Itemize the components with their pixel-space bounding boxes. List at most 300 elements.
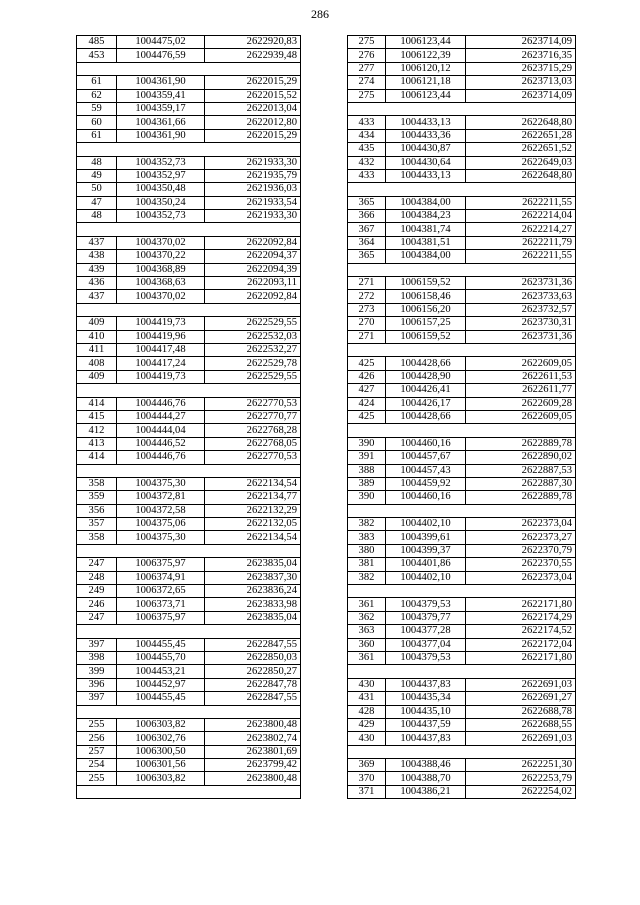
point-number-cell: 369: [348, 759, 386, 772]
table-row: [77, 718, 301, 731]
y-coordinate-cell: 2623837,30: [205, 571, 301, 584]
y-coordinate-cell: 2623715,29: [466, 62, 576, 75]
table-row: [348, 651, 576, 664]
y-coordinate-cell: 2622770,53: [205, 451, 301, 464]
table-row: [77, 491, 301, 504]
table-row: [348, 692, 576, 705]
x-coordinate-cell: 1004388,46: [386, 759, 466, 772]
point-number-cell: 371: [348, 785, 386, 798]
x-coordinate-cell: 1006374,91: [117, 571, 205, 584]
table-row: [77, 169, 301, 182]
blank-cell: [348, 745, 576, 758]
blank-cell: [77, 223, 301, 236]
y-coordinate-cell: 2622253,79: [466, 772, 576, 785]
y-coordinate-cell: 2623800,48: [205, 772, 301, 785]
x-coordinate-cell: 1004361,66: [117, 116, 205, 129]
point-number-cell: 59: [77, 102, 117, 115]
point-number-cell: 411: [77, 343, 117, 356]
table-row: [77, 116, 301, 129]
table-row: [77, 49, 301, 62]
point-number-cell: 410: [77, 330, 117, 343]
table-row: [348, 531, 576, 544]
x-coordinate-cell: 1004452,97: [117, 678, 205, 691]
table-row: [77, 759, 301, 772]
x-coordinate-cell: 1004350,48: [117, 183, 205, 196]
y-coordinate-cell: 2622691,27: [466, 692, 576, 705]
table-row: [348, 210, 576, 223]
y-coordinate-cell: 2622609,05: [466, 410, 576, 423]
table-row: [77, 772, 301, 785]
y-coordinate-cell: 2622939,48: [205, 49, 301, 62]
blank-cell: [77, 384, 301, 397]
table-row: [348, 317, 576, 330]
x-coordinate-cell: 1004426,41: [386, 384, 466, 397]
x-coordinate-cell: 1006157,25: [386, 317, 466, 330]
table-row: [348, 143, 576, 156]
x-coordinate-cell: 1004430,87: [386, 143, 466, 156]
y-coordinate-cell: 2622015,29: [205, 129, 301, 142]
point-number-cell: 409: [77, 317, 117, 330]
y-coordinate-cell: 2622370,79: [466, 544, 576, 557]
y-coordinate-cell: 2622889,78: [466, 437, 576, 450]
x-coordinate-cell: 1006123,44: [386, 89, 466, 102]
x-coordinate-cell: 1006122,39: [386, 49, 466, 62]
point-number-cell: 48: [77, 156, 117, 169]
blank-cell: [348, 263, 576, 276]
point-number-cell: 430: [348, 678, 386, 691]
point-number-cell: 47: [77, 196, 117, 209]
point-number-cell: 433: [348, 116, 386, 129]
separator-row: [348, 183, 576, 196]
x-coordinate-cell: 1006156,20: [386, 303, 466, 316]
table-row: [348, 250, 576, 263]
point-number-cell: 255: [77, 772, 117, 785]
separator-row: [348, 745, 576, 758]
y-coordinate-cell: 2622134,77: [205, 491, 301, 504]
y-coordinate-cell: 2622134,54: [205, 531, 301, 544]
x-coordinate-cell: 1004459,92: [386, 477, 466, 490]
point-number-cell: 437: [77, 290, 117, 303]
blank-cell: [348, 665, 576, 678]
x-coordinate-cell: 1004361,90: [117, 76, 205, 89]
y-coordinate-cell: 2623733,63: [466, 290, 576, 303]
y-coordinate-cell: 2622015,29: [205, 76, 301, 89]
table-row: [348, 169, 576, 182]
point-number-cell: 389: [348, 477, 386, 490]
x-coordinate-cell: 1004372,58: [117, 504, 205, 517]
point-number-cell: 381: [348, 558, 386, 571]
x-coordinate-cell: 1004381,51: [386, 236, 466, 249]
point-number-cell: 424: [348, 397, 386, 410]
point-number-cell: 365: [348, 250, 386, 263]
table-row: [348, 49, 576, 62]
point-number-cell: 430: [348, 732, 386, 745]
y-coordinate-cell: 2622887,30: [466, 477, 576, 490]
x-coordinate-cell: 1004444,27: [117, 410, 205, 423]
point-number-cell: 255: [77, 718, 117, 731]
left-coordinate-table: [76, 35, 300, 799]
table-row: [77, 638, 301, 651]
y-coordinate-cell: 2621935,79: [205, 169, 301, 182]
x-coordinate-cell: 1006375,97: [117, 558, 205, 571]
table-row: [77, 678, 301, 691]
point-number-cell: 428: [348, 705, 386, 718]
separator-row: [77, 625, 301, 638]
separator-row: [348, 504, 576, 517]
x-coordinate-cell: 1004417,48: [117, 343, 205, 356]
point-number-cell: 273: [348, 303, 386, 316]
x-coordinate-cell: 1004361,90: [117, 129, 205, 142]
y-coordinate-cell: 2622890,02: [466, 451, 576, 464]
blank-cell: [348, 504, 576, 517]
table-row: [77, 102, 301, 115]
table-row: [348, 772, 576, 785]
table-row: [77, 370, 301, 383]
x-coordinate-cell: 1004370,02: [117, 236, 205, 249]
y-coordinate-cell: 2622688,78: [466, 705, 576, 718]
y-coordinate-cell: 2622211,55: [466, 250, 576, 263]
point-number-cell: 247: [77, 558, 117, 571]
separator-row: [348, 343, 576, 356]
x-coordinate-cell: 1004428,90: [386, 370, 466, 383]
y-coordinate-cell: 2622529,55: [205, 370, 301, 383]
blank-cell: [77, 303, 301, 316]
point-number-cell: 358: [77, 477, 117, 490]
point-number-cell: 438: [77, 250, 117, 263]
y-coordinate-cell: 2622132,29: [205, 504, 301, 517]
x-coordinate-cell: 1004368,63: [117, 277, 205, 290]
point-number-cell: 390: [348, 437, 386, 450]
table-row: [77, 250, 301, 263]
y-coordinate-cell: 2622691,03: [466, 732, 576, 745]
x-coordinate-cell: 1006300,50: [117, 745, 205, 758]
table-row: [348, 277, 576, 290]
x-coordinate-cell: 1006372,65: [117, 585, 205, 598]
point-number-cell: 257: [77, 745, 117, 758]
blank-cell: [348, 343, 576, 356]
x-coordinate-cell: 1004419,96: [117, 330, 205, 343]
x-coordinate-cell: 1004446,76: [117, 451, 205, 464]
separator-row: [77, 705, 301, 718]
y-coordinate-cell: 2622214,27: [466, 223, 576, 236]
x-coordinate-cell: 1004476,59: [117, 49, 205, 62]
point-number-cell: 432: [348, 156, 386, 169]
x-coordinate-cell: 1004430,64: [386, 156, 466, 169]
table-row: [77, 290, 301, 303]
point-number-cell: 366: [348, 210, 386, 223]
point-number-cell: 365: [348, 196, 386, 209]
point-number-cell: 272: [348, 290, 386, 303]
table-row: [348, 116, 576, 129]
x-coordinate-cell: 1004370,22: [117, 250, 205, 263]
table-row: [77, 357, 301, 370]
y-coordinate-cell: 2622847,55: [205, 638, 301, 651]
separator-row: [77, 303, 301, 316]
table-row: [77, 397, 301, 410]
point-number-cell: 62: [77, 89, 117, 102]
x-coordinate-cell: 1006301,56: [117, 759, 205, 772]
table-row: [348, 410, 576, 423]
table-row: [348, 303, 576, 316]
table-row: [77, 451, 301, 464]
y-coordinate-cell: 2622254,02: [466, 785, 576, 798]
point-number-cell: 61: [77, 129, 117, 142]
y-coordinate-cell: 2622092,84: [205, 290, 301, 303]
separator-row: [77, 785, 301, 798]
x-coordinate-cell: 1004433,36: [386, 129, 466, 142]
y-coordinate-cell: 2622850,27: [205, 665, 301, 678]
table-row: [348, 290, 576, 303]
table-row: [348, 62, 576, 75]
x-coordinate-cell: 1004368,89: [117, 263, 205, 276]
x-coordinate-cell: 1006123,44: [386, 36, 466, 49]
point-number-cell: 358: [77, 531, 117, 544]
x-coordinate-cell: 1004352,73: [117, 156, 205, 169]
table-row: [77, 585, 301, 598]
table-row: [348, 558, 576, 571]
x-coordinate-cell: 1004455,45: [117, 692, 205, 705]
point-number-cell: 370: [348, 772, 386, 785]
point-number-cell: 380: [348, 544, 386, 557]
table-row: [348, 223, 576, 236]
point-number-cell: 362: [348, 611, 386, 624]
table-row: [348, 451, 576, 464]
blank-cell: [348, 585, 576, 598]
table-row: [348, 357, 576, 370]
y-coordinate-cell: 2622648,80: [466, 116, 576, 129]
point-number-cell: 453: [77, 49, 117, 62]
point-number-cell: 425: [348, 357, 386, 370]
separator-row: [348, 102, 576, 115]
table-row: [77, 665, 301, 678]
point-number-cell: 397: [77, 638, 117, 651]
y-coordinate-cell: 2622174,52: [466, 625, 576, 638]
x-coordinate-cell: 1004352,73: [117, 210, 205, 223]
x-coordinate-cell: 1004379,53: [386, 598, 466, 611]
y-coordinate-cell: 2622920,83: [205, 36, 301, 49]
blank-cell: [77, 464, 301, 477]
x-coordinate-cell: 1004379,77: [386, 611, 466, 624]
x-coordinate-cell: 1004350,24: [117, 196, 205, 209]
point-number-cell: 48: [77, 210, 117, 223]
x-coordinate-cell: 1004384,00: [386, 250, 466, 263]
y-coordinate-cell: 2622850,03: [205, 651, 301, 664]
x-coordinate-cell: 1004428,66: [386, 357, 466, 370]
table-row: [348, 477, 576, 490]
table-row: [77, 343, 301, 356]
y-coordinate-cell: 2622093,11: [205, 277, 301, 290]
y-coordinate-cell: 2622609,28: [466, 397, 576, 410]
x-coordinate-cell: 1004388,70: [386, 772, 466, 785]
y-coordinate-cell: 2623835,04: [205, 611, 301, 624]
point-number-cell: 396: [77, 678, 117, 691]
table-row: [77, 598, 301, 611]
blank-cell: [77, 143, 301, 156]
x-coordinate-cell: 1006120,12: [386, 62, 466, 75]
x-coordinate-cell: 1004455,45: [117, 638, 205, 651]
table-row: [77, 129, 301, 142]
y-coordinate-cell: 2622132,05: [205, 518, 301, 531]
x-coordinate-cell: 1004381,74: [386, 223, 466, 236]
y-coordinate-cell: 2623716,35: [466, 49, 576, 62]
table-row: [348, 76, 576, 89]
y-coordinate-cell: 2622015,52: [205, 89, 301, 102]
table-row: [77, 277, 301, 290]
table-row: [77, 732, 301, 745]
x-coordinate-cell: 1004433,13: [386, 169, 466, 182]
table-row: [77, 410, 301, 423]
table-row: [77, 76, 301, 89]
y-coordinate-cell: 2622770,53: [205, 397, 301, 410]
y-coordinate-cell: 2621936,03: [205, 183, 301, 196]
y-coordinate-cell: 2623731,36: [466, 277, 576, 290]
separator-row: [348, 585, 576, 598]
y-coordinate-cell: 2622134,54: [205, 477, 301, 490]
right-coordinate-table: [347, 35, 575, 799]
x-coordinate-cell: 1004419,73: [117, 317, 205, 330]
table-row: [348, 330, 576, 343]
table-row: [348, 638, 576, 651]
table-row: [77, 571, 301, 584]
x-coordinate-cell: 1004377,04: [386, 638, 466, 651]
y-coordinate-cell: 2621933,54: [205, 196, 301, 209]
y-coordinate-cell: 2622174,29: [466, 611, 576, 624]
x-coordinate-cell: 1006375,97: [117, 611, 205, 624]
table-row: [348, 36, 576, 49]
point-number-cell: 412: [77, 424, 117, 437]
point-number-cell: 434: [348, 129, 386, 142]
y-coordinate-cell: 2622847,78: [205, 678, 301, 691]
y-coordinate-cell: 2623801,69: [205, 745, 301, 758]
x-coordinate-cell: 1004437,83: [386, 732, 466, 745]
point-number-cell: 426: [348, 370, 386, 383]
table-row: [77, 651, 301, 664]
x-coordinate-cell: 1004435,10: [386, 705, 466, 718]
separator-row: [348, 665, 576, 678]
point-number-cell: 361: [348, 598, 386, 611]
point-number-cell: 408: [77, 357, 117, 370]
separator-row: [77, 223, 301, 236]
table-row: [77, 518, 301, 531]
y-coordinate-cell: 2622609,05: [466, 357, 576, 370]
x-coordinate-cell: 1004402,10: [386, 571, 466, 584]
point-number-cell: 256: [77, 732, 117, 745]
y-coordinate-cell: 2622532,03: [205, 330, 301, 343]
y-coordinate-cell: 2622092,84: [205, 236, 301, 249]
y-coordinate-cell: 2622211,79: [466, 236, 576, 249]
y-coordinate-cell: 2622529,78: [205, 357, 301, 370]
point-number-cell: 50: [77, 183, 117, 196]
y-coordinate-cell: 2622611,77: [466, 384, 576, 397]
table-row: [77, 558, 301, 571]
blank-cell: [77, 544, 301, 557]
y-coordinate-cell: 2622649,03: [466, 156, 576, 169]
x-coordinate-cell: 1004455,70: [117, 651, 205, 664]
table-row: [348, 625, 576, 638]
table-row: [348, 718, 576, 731]
y-coordinate-cell: 2622211,55: [466, 196, 576, 209]
table-row: [77, 437, 301, 450]
blank-cell: [348, 102, 576, 115]
x-coordinate-cell: 1004401,86: [386, 558, 466, 571]
x-coordinate-cell: 1004375,30: [117, 477, 205, 490]
y-coordinate-cell: 2622889,78: [466, 491, 576, 504]
x-coordinate-cell: 1004379,53: [386, 651, 466, 664]
y-coordinate-cell: 2621933,30: [205, 210, 301, 223]
point-number-cell: 431: [348, 692, 386, 705]
separator-row: [77, 544, 301, 557]
y-coordinate-cell: 2622887,53: [466, 464, 576, 477]
x-coordinate-cell: 1006303,82: [117, 718, 205, 731]
y-coordinate-cell: 2623714,09: [466, 89, 576, 102]
x-coordinate-cell: 1004475,02: [117, 36, 205, 49]
x-coordinate-cell: 1006302,76: [117, 732, 205, 745]
point-number-cell: 360: [348, 638, 386, 651]
y-coordinate-cell: 2622532,27: [205, 343, 301, 356]
point-number-cell: 382: [348, 518, 386, 531]
x-coordinate-cell: 1004377,28: [386, 625, 466, 638]
table-row: [77, 424, 301, 437]
table-row: [77, 611, 301, 624]
y-coordinate-cell: 2622171,80: [466, 598, 576, 611]
point-number-cell: 356: [77, 504, 117, 517]
y-coordinate-cell: 2622251,30: [466, 759, 576, 772]
y-coordinate-cell: 2623731,36: [466, 330, 576, 343]
table-row: [77, 477, 301, 490]
y-coordinate-cell: 2623732,57: [466, 303, 576, 316]
blank-cell: [77, 705, 301, 718]
table-row: [348, 196, 576, 209]
point-number-cell: 429: [348, 718, 386, 731]
point-number-cell: 275: [348, 36, 386, 49]
table-row: [348, 611, 576, 624]
y-coordinate-cell: 2622768,05: [205, 437, 301, 450]
table-row: [77, 263, 301, 276]
table-row: [77, 156, 301, 169]
separator-row: [77, 384, 301, 397]
point-number-cell: 399: [77, 665, 117, 678]
table-row: [348, 759, 576, 772]
table-row: [348, 518, 576, 531]
point-number-cell: 413: [77, 437, 117, 450]
point-number-cell: 433: [348, 169, 386, 182]
x-coordinate-cell: 1006158,46: [386, 290, 466, 303]
separator-row: [77, 143, 301, 156]
y-coordinate-cell: 2623799,42: [205, 759, 301, 772]
x-coordinate-cell: 1004402,10: [386, 518, 466, 531]
x-coordinate-cell: 1004370,02: [117, 290, 205, 303]
point-number-cell: 388: [348, 464, 386, 477]
table-row: [77, 692, 301, 705]
blank-cell: [77, 625, 301, 638]
point-number-cell: 414: [77, 451, 117, 464]
point-number-cell: 248: [77, 571, 117, 584]
x-coordinate-cell: 1004419,73: [117, 370, 205, 383]
table-row: [77, 210, 301, 223]
point-number-cell: 359: [77, 491, 117, 504]
y-coordinate-cell: 2622214,04: [466, 210, 576, 223]
table-row: [348, 156, 576, 169]
y-coordinate-cell: 2623714,09: [466, 36, 576, 49]
y-coordinate-cell: 2622171,80: [466, 651, 576, 664]
point-number-cell: 425: [348, 410, 386, 423]
point-number-cell: 391: [348, 451, 386, 464]
y-coordinate-cell: 2622688,55: [466, 718, 576, 731]
table-row: [348, 678, 576, 691]
point-number-cell: 383: [348, 531, 386, 544]
point-number-cell: 390: [348, 491, 386, 504]
point-number-cell: 60: [77, 116, 117, 129]
